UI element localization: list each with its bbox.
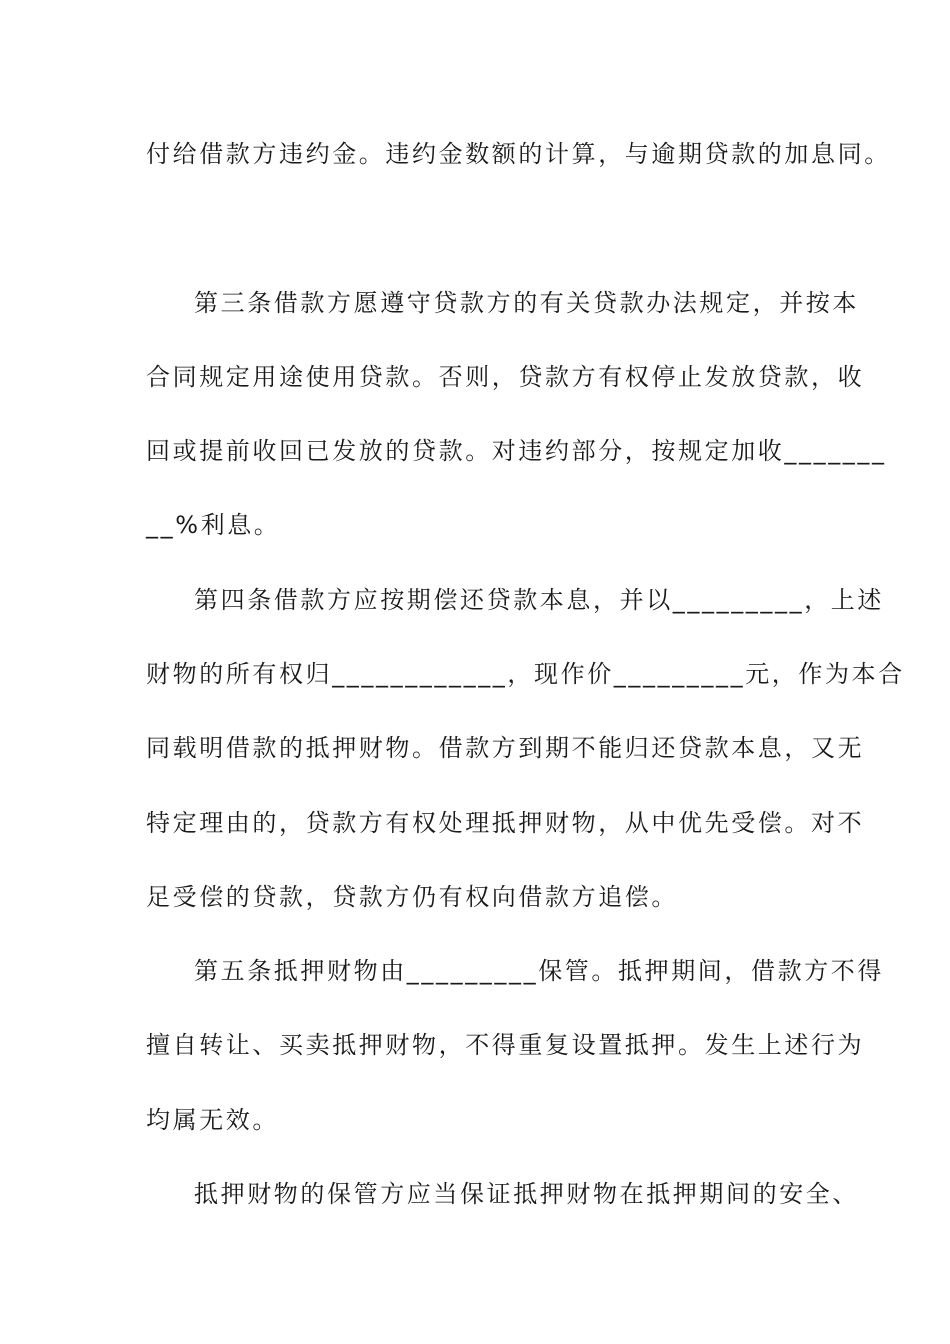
paragraph-line: __%利息。 — [146, 511, 281, 539]
paragraph-line: 同载明借款的抵押财物。借款方到期不能归还贷款本息，又无 — [146, 734, 865, 762]
paragraph-line: 均属无效。 — [146, 1106, 279, 1134]
paragraph-line: 第五条抵押财物由_________保管。抵押期间，借款方不得 — [194, 957, 884, 985]
paragraph-line: 抵押财物的保管方应当保证抵押财物在抵押期间的安全、 — [194, 1180, 859, 1208]
paragraph-line: 合同规定用途使用贷款。否则，贷款方有权停止发放贷款，收 — [146, 363, 865, 391]
paragraph-line: 财物的所有权归____________，现作价_________元，作为本合 — [146, 660, 905, 688]
paragraph-line: 付给借款方违约金。违约金数额的计算，与逾期贷款的加息同。 — [146, 140, 891, 168]
paragraph-line: 第四条借款方应按期偿还贷款本息，并以_________，上述 — [194, 586, 884, 614]
paragraph-line: 特定理由的，贷款方有权处理抵押财物，从中优先受偿。对不 — [146, 809, 865, 837]
paragraph-line: 回或提前收回已发放的贷款。对违约部分，按规定加收_______ — [146, 437, 887, 465]
paragraph-line: 擅自转让、买卖抵押财物，不得重复设置抵押。发生上述行为 — [146, 1031, 865, 1059]
paragraph-line: 足受偿的贷款，贷款方仍有权向借款方追偿。 — [146, 883, 678, 911]
paragraph-line: 第三条借款方愿遵守贷款方的有关贷款办法规定，并按本 — [194, 289, 859, 317]
